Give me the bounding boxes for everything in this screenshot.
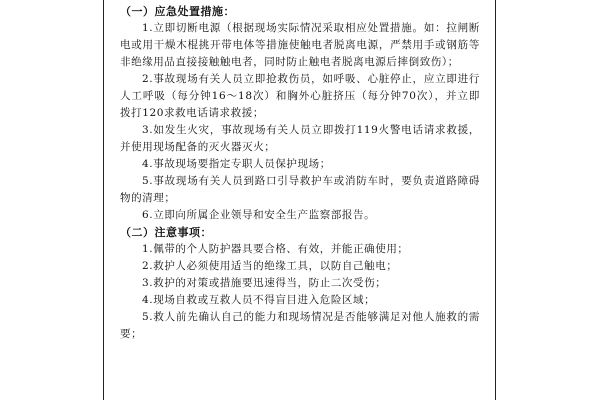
precaution-item: 5.救人前先确认自己的能力和现场情况是否能够满足对他人施救的需要；	[120, 311, 480, 340]
section-heading-emergency-measures: （一）应急处置措施：	[120, 5, 235, 18]
document-content	[120, 3, 480, 343]
emergency-measure-item: 1.立即切断电源（根据现场实际情况采取相应处置措施。如：拉闸断电或用干燥木棍挑开带电体等措施使触电者脱离电源，严禁用手或钢筋等非绝缘用品直接接触触电者，同时防止触电者脱离电源后摔倒致伤）；	[120, 22, 480, 68]
table-right-border	[495, 0, 496, 400]
emergency-measure-item: 3.如发生火灾，事故现场有关人员立即拨打119火警电话请求救援，并使用现场配备的灭火器灭火；	[120, 124, 480, 153]
precaution-item: 2.救护人必须使用适当的绝缘工具，以防自己触电；	[142, 260, 398, 272]
precaution-item: 3.救护的对策或措施要迅速得当，防止二次受伤；	[142, 277, 387, 289]
emergency-measure-item: 5.事故现场有关人员到路口引导救护车或消防车时，要负责道路障碍物的清理；	[120, 175, 480, 204]
emergency-measure-item: 4.事故现场要指定专职人员保护现场；	[142, 158, 331, 170]
emergency-measure-item: 6.立即向所属企业领导和安全生产监察部报告。	[142, 209, 376, 221]
table-left-border	[103, 0, 104, 400]
emergency-measure-item: 2.事故现场有关人员立即抢救伤员，如呼吸、心脏停止，应立即进行人工呼吸（每分钟16～18次）和胸外心脏挤压（每分钟70次），并立即拨打120求救电话请求救援；	[120, 73, 480, 119]
precaution-item: 1.佩带的个人防护器具要合格、有效，并能正确使用；	[142, 243, 409, 255]
section-heading-precautions: （二）注意事项：	[120, 226, 212, 239]
precaution-item: 4.现场自救或互救人员不得盲目进入危险区域；	[142, 294, 376, 306]
